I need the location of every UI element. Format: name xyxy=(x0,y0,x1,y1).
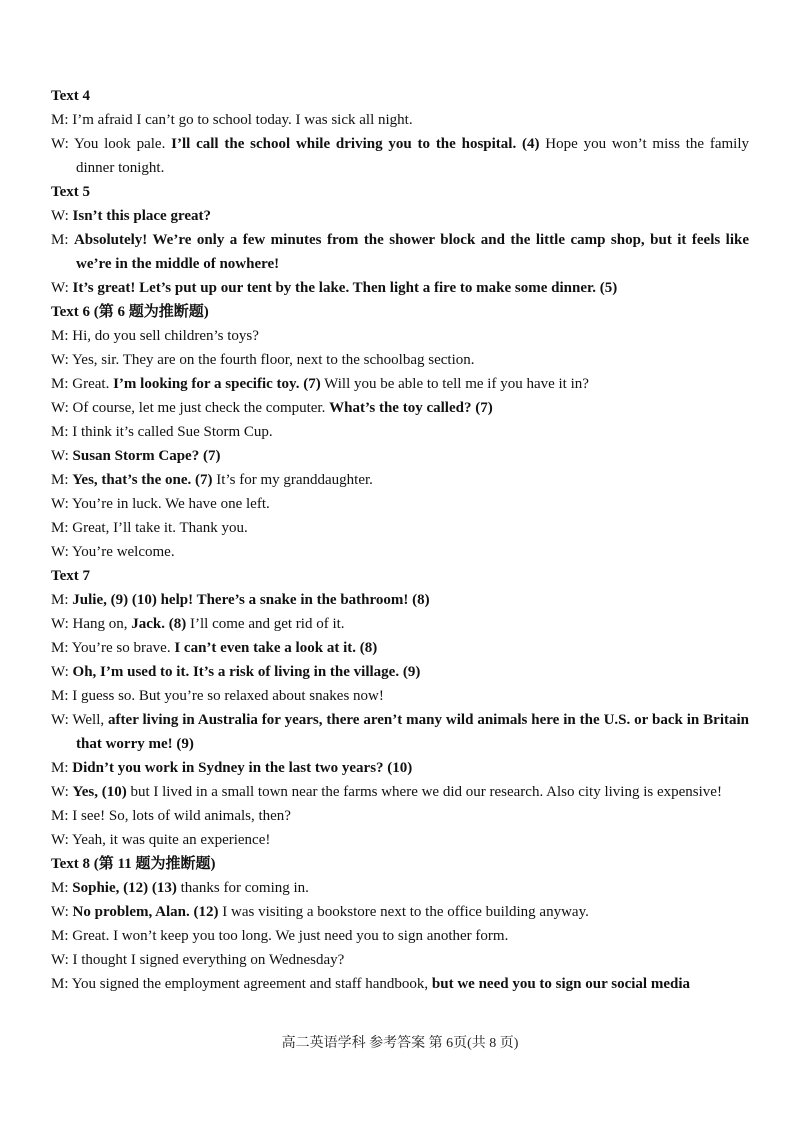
dialogue-text: It’s for my granddaughter. xyxy=(212,472,373,488)
section-heading: Text 7 xyxy=(51,568,91,584)
dialogue-text: M: Great. xyxy=(51,376,114,392)
answer-key-text: Jack. (8) xyxy=(131,616,187,632)
dialogue-text: M: xyxy=(51,880,73,896)
dialogue-line xyxy=(51,924,749,948)
answer-key-text: Susan Storm Cape? (7) xyxy=(72,448,221,464)
answer-key-text: after living in Australia for years, there aren’t many wild animals here in the U.S. or back in Britain that worry me! (9) xyxy=(76,712,750,752)
dialogue-line xyxy=(51,108,749,132)
page-footer: 高二英语学科 参考答案 第 6页(共 8 页) xyxy=(281,1036,519,1051)
dialogue-line xyxy=(51,756,749,780)
dialogue-text: W: xyxy=(51,904,73,920)
dialogue-line xyxy=(51,276,749,300)
answer-key-text: I can’t even take a look at it. (8) xyxy=(174,640,378,656)
dialogue-line xyxy=(51,204,749,228)
answer-key-text: Sophie, (12) (13) xyxy=(72,880,177,896)
dialogue-line xyxy=(51,948,749,972)
dialogue-line xyxy=(51,492,749,516)
dialogue-line xyxy=(51,900,749,924)
dialogue-text: W: xyxy=(51,280,73,296)
dialogue-text: M: You’re so brave. xyxy=(51,640,175,656)
dialogue-text: I’ll come and get rid of it. xyxy=(186,616,345,632)
answer-key-text: but we need you to sign our social media xyxy=(431,976,690,992)
answer-key-text: It’s great! Let’s put up our tent by the lake. Then light a fire to make some dinner. (5) xyxy=(72,280,618,296)
answer-key-text: Didn’t you work in Sydney in the last two years? (10) xyxy=(72,760,413,776)
dialogue-line xyxy=(51,684,749,708)
answer-key-text: What’s the toy called? (7) xyxy=(329,400,493,416)
dialogue-line xyxy=(51,396,749,420)
dialogue-line xyxy=(51,972,749,996)
answer-key-text: I’ll call the school while driving you to the hospital. xyxy=(171,136,517,152)
dialogue-line xyxy=(51,372,749,396)
dialogue-line xyxy=(51,468,749,492)
answer-key-text: No problem, Alan. (12) xyxy=(72,904,219,920)
dialogue-text: W: xyxy=(51,448,73,464)
dialogue-line xyxy=(51,636,749,660)
dialogue-text: M: I think it’s called Sue Storm Cup. xyxy=(51,424,273,440)
dialogue-text: M: xyxy=(51,232,74,248)
dialogue-text: W: I thought I signed everything on Wednesday? xyxy=(51,952,345,968)
dialogue-text: W: Yeah, it was quite an experience! xyxy=(51,832,271,848)
transcript-body xyxy=(51,84,749,996)
dialogue-line xyxy=(51,348,749,372)
dialogue-line xyxy=(51,708,749,756)
dialogue-line xyxy=(51,444,749,468)
dialogue-line xyxy=(51,588,749,612)
dialogue-text: W: Well, xyxy=(51,712,109,728)
dialogue-line xyxy=(51,132,749,180)
dialogue-text: thanks for coming in. xyxy=(176,880,309,896)
dialogue-text: M: xyxy=(51,472,73,488)
dialogue-text: M: Hi, do you sell children’s toys? xyxy=(51,328,259,344)
section-heading: Text 4 xyxy=(51,88,91,104)
dialogue-text: W: Yes, sir. They are on the fourth floor, next to the schoolbag section. xyxy=(51,352,475,368)
dialogue-text: W: xyxy=(51,208,73,224)
dialogue-text: M: I see! So, lots of wild animals, then? xyxy=(51,808,291,824)
dialogue-line xyxy=(51,828,749,852)
answer-key-text: Isn’t this place great? xyxy=(72,208,211,224)
answer-key-text: (4) xyxy=(522,136,540,152)
dialogue-text: but I lived in a small town near the farms where we did our research. Also city living is expensive! xyxy=(126,784,722,800)
answer-key-text: I’m looking for a specific toy. (7) xyxy=(113,376,321,392)
dialogue-text: Hope you won’t miss the family dinner tonight. xyxy=(76,136,749,176)
dialogue-text: W: Hang on, xyxy=(51,616,132,632)
dialogue-line xyxy=(51,228,749,276)
dialogue-text: M: You signed the employment agreement and staff handbook, xyxy=(51,976,432,992)
dialogue-line xyxy=(51,540,749,564)
section-heading: Text 5 xyxy=(51,184,91,200)
dialogue-line xyxy=(51,804,749,828)
dialogue-text: W: xyxy=(51,784,73,800)
answer-key-text: Yes, (10) xyxy=(72,784,127,800)
dialogue-text: W: You’re welcome. xyxy=(51,544,175,560)
answer-key-text: Oh, I’m used to it. It’s a risk of living in the village. (9) xyxy=(72,664,421,680)
answer-key-text: Yes, that’s the one. (7) xyxy=(72,472,213,488)
dialogue-text: M: Great. I won’t keep you too long. We just need you to sign another form. xyxy=(51,928,509,944)
dialogue-text: M: xyxy=(51,760,73,776)
dialogue-text: M: I’m afraid I can’t go to school today. I was sick all night. xyxy=(51,112,413,128)
answer-key-text: Julie, (9) (10) help! There’s a snake in the bathroom! (8) xyxy=(72,592,430,608)
dialogue-line xyxy=(51,324,749,348)
dialogue-text: M: I guess so. But you’re so relaxed about snakes now! xyxy=(51,688,384,704)
dialogue-line xyxy=(51,612,749,636)
dialogue-text: W: You’re in luck. We have one left. xyxy=(51,496,270,512)
dialogue-line xyxy=(51,780,749,804)
dialogue-line xyxy=(51,420,749,444)
dialogue-text: W: Of course, let me just check the computer. xyxy=(51,400,330,416)
dialogue-line xyxy=(51,876,749,900)
dialogue-text: W: You look pale. xyxy=(51,136,172,152)
dialogue-text: M: Great, I’ll take it. Thank you. xyxy=(51,520,248,536)
dialogue-text: I was visiting a bookstore next to the office building anyway. xyxy=(218,904,589,920)
dialogue-text: Will you be able to tell me if you have it in? xyxy=(320,376,589,392)
answer-key-text: Absolutely! We’re only a few minutes from the shower block and the little camp shop, but it feels like we’re in the middle of nowhere! xyxy=(73,232,749,272)
section-heading: Text 8 (第 11 题为推断题) xyxy=(51,856,216,872)
dialogue-line xyxy=(51,516,749,540)
dialogue-text: W: xyxy=(51,664,73,680)
dialogue-line xyxy=(51,660,749,684)
dialogue-text: M: xyxy=(51,592,73,608)
section-heading: Text 6 (第 6 题为推断题) xyxy=(51,304,209,320)
